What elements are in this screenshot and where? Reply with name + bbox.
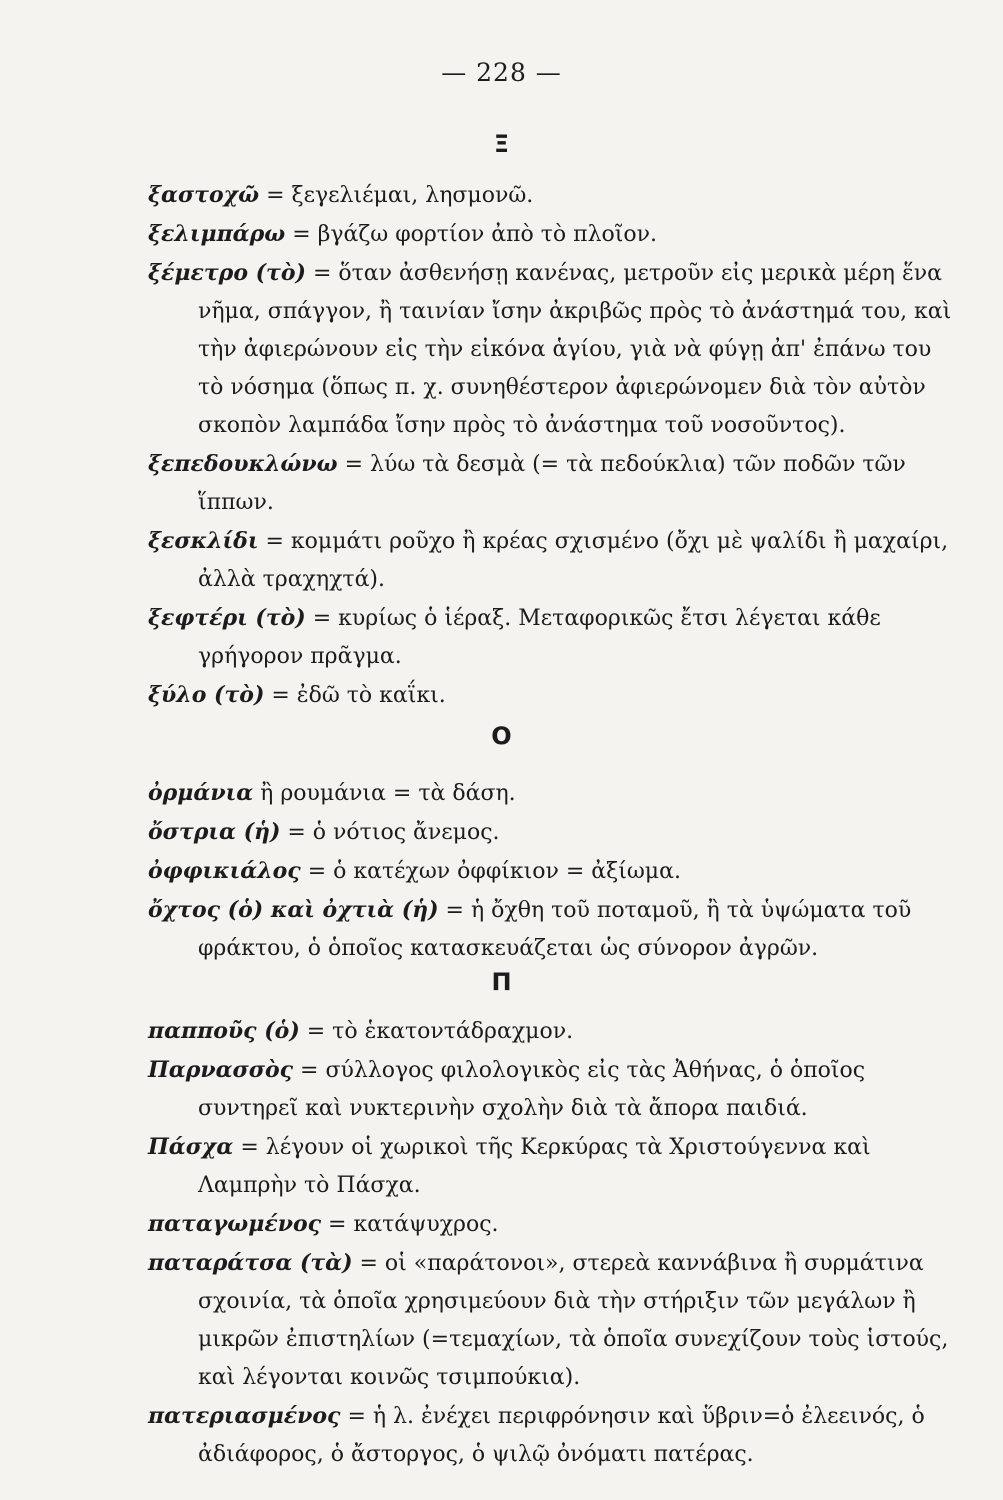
section-letter-omicron: Ο (491, 722, 512, 750)
headword: πατεριασμένος (148, 1403, 341, 1429)
definition: = κομμάτι ροῦχο ἢ κρέας σχισμένο (ὄχι μὲ ψαλίδι ἢ μαχαίρι, ἀλλὰ τραχηχτά). (198, 529, 949, 592)
entry (148, 676, 958, 715)
entry (148, 215, 958, 254)
headword: παπποῦς (ὁ) (148, 1018, 300, 1044)
section-pi-entries (148, 1012, 958, 1474)
entry (148, 1128, 958, 1205)
headword: ξελιμπάρω (148, 221, 286, 247)
headword: Παρνασσὸς (148, 1057, 294, 1083)
definition: = κατάψυχρος. (321, 1212, 499, 1237)
definition: = ἡ ὄχθη τοῦ ποταμοῦ, ἢ τὰ ὑψώματα τοῦ φράκτου, ὁ ὁποῖος κατασκευάζεται ὡς σύνορον ἀγρῶν. (198, 898, 912, 961)
definition: = ἐδῶ τὸ καΐκι. (264, 683, 446, 708)
headword: παταγωμένος (148, 1211, 322, 1237)
headword: ὀρμάνια (148, 780, 254, 806)
definition: ἢ ρουμάνια = τὰ δάση. (253, 781, 516, 806)
section-omicron-entries (148, 774, 958, 968)
definition: = κυρίως ὁ ἱέραξ. Μεταφορικῶς ἔτσι λέγεται κάθε γρήγορον πρᾶγμα. (198, 606, 881, 669)
definition: = λέγουν οἱ χωρικοὶ τῆς Κερκύρας τὰ Χριστούγεννα καὶ Λαμπρὴν τὸ Πάσχα. (198, 1135, 871, 1198)
entry (148, 176, 958, 215)
section-letter-pi: Π (491, 968, 512, 996)
definition: = ξεγελιέμαι, λησμονῶ. (259, 183, 534, 208)
entry (148, 445, 958, 522)
entry (148, 1051, 958, 1128)
definition: = τὸ ἑκατοντάδραχμον. (299, 1019, 574, 1044)
entry (148, 599, 958, 676)
headword: ξαστοχῶ (148, 182, 260, 208)
definition: = ἡ λ. ἐνέχει περιφρόνησιν καὶ ὕβριν=ὁ ἐλεεινός, ὁ ἀδιάφορος, ὁ ἄστοργος, ὁ ψιλῷ ὀνόματι πατέρας. (198, 1404, 925, 1467)
definition: = λύω τὰ δεσμὰ (= τὰ πεδούκλια) τῶν ποδῶν τῶν ἵππων. (198, 452, 906, 515)
entry (148, 1244, 958, 1397)
entry (148, 774, 958, 813)
headword: ξεφτέρι (τὸ) (148, 605, 306, 631)
definition: = ὁ κατέχων ὀφφίκιον = ἀξίωμα. (300, 859, 681, 884)
entry (148, 1205, 958, 1244)
definition: = οἱ «παράτονοι», στερεὰ καννάβινα ἢ συρμάτινα σχοινία, τὰ ὁποῖα χρησιμεύουν διὰ τὴν στήριξιν τῶν μεγάλων ἢ μικρῶν ἐπιστηλίων (=τεμαχίων, τὰ ὁποῖα συνεχίζουν τοὺς ἱστούς, καὶ λέγονται κοινῶς τσιμπούκια). (198, 1251, 949, 1390)
headword: ξεσκλίδι (148, 528, 259, 554)
entry (148, 1012, 958, 1051)
entry (148, 891, 958, 968)
definition: = βγάζω φορτίον ἀπὸ τὸ πλοῖον. (285, 222, 658, 247)
section-xi-entries (148, 176, 958, 715)
entry (148, 1397, 958, 1474)
headword: ὀφφικιάλος (148, 858, 301, 884)
entry (148, 813, 958, 852)
headword: παταράτσα (τὰ) (148, 1250, 353, 1276)
definition: = ὁ νότιος ἄνεμος. (280, 820, 500, 845)
section-letter-xi: Ξ (493, 130, 510, 158)
headword: ὄχτος (ὁ) καὶ ὀχτιὰ (ἡ) (148, 897, 439, 923)
entry (148, 254, 958, 445)
headword: ξύλο (τὸ) (148, 682, 265, 708)
headword: ξέμετρο (τὸ) (148, 260, 306, 286)
entry (148, 852, 958, 891)
headword: ξεπεδουκλώνω (148, 451, 338, 477)
definition: = ὅταν ἀσθενήσῃ κανένας, μετροῦν εἰς μερικὰ μέρη ἕνα νῆμα, σπάγγον, ἢ ταινίαν ἴσην ἀκριβῶς πρὸς τὸ ἀνάστημά του, καὶ τὴν ἀφιερώνουν εἰς τὴν εἰκόνα ἁγίου, γιὰ νὰ φύγῃ ἀπ' ἐπάνω του τὸ νόσημα (ὅπως π. χ. συνηθέστερον ἀφιερώνομεν διὰ τὸν αὐτὸν σκοπὸν λαμπάδα ἴσην πρὸς τὸ ἀνάστημα τοῦ νοσοῦντος). (198, 261, 952, 438)
page-number: — 228 — (441, 58, 562, 87)
headword: ὄστρια (ἡ) (148, 819, 281, 845)
headword: Πάσχα (148, 1134, 234, 1160)
entry (148, 522, 958, 599)
definition: = σύλλογος φιλολογικὸς εἰς τὰς Ἀθήνας, ὁ ὁποῖος συντηρεῖ καὶ νυκτερινὴν σχολὴν διὰ τὰ ἄπορα παιδιά. (198, 1058, 866, 1121)
